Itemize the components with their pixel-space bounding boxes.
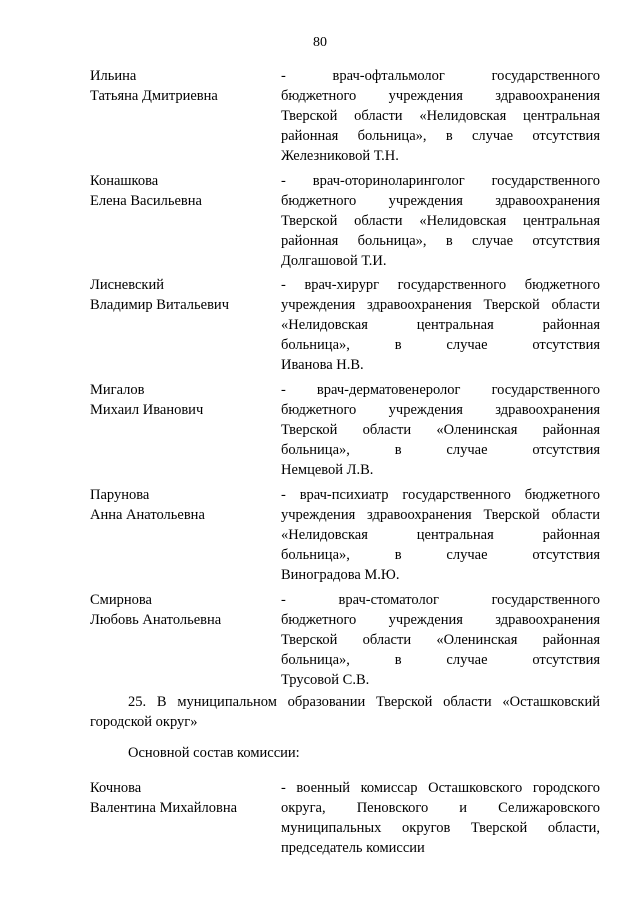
position-line: Тверской области «Оленинская районная [281, 632, 600, 648]
member-position [281, 590, 600, 690]
member-surname: Ильина [90, 68, 137, 84]
member-name [90, 778, 280, 818]
member-given-names: Татьяна Дмитриевна [90, 88, 218, 104]
member-position [281, 171, 600, 271]
position-line: председатель комиссии [281, 840, 425, 856]
position-line: - военный комиссар Осташковского городского [281, 780, 600, 796]
member-surname: Лисневский [90, 277, 164, 293]
member-name [90, 275, 280, 315]
position-line: бюджетного учреждения здравоохранения [281, 193, 600, 209]
page-number: 80 [313, 35, 327, 50]
position-line: Долгашовой Т.И. [281, 253, 387, 269]
subheading-text: Основной состав комиссии: [128, 745, 300, 761]
position-line: районная больница», в случае отсутствия [281, 233, 600, 249]
member-name [90, 66, 280, 106]
position-line: Иванова Н.В. [281, 357, 364, 373]
member-name [90, 380, 280, 420]
position-line: бюджетного учреждения здравоохранения [281, 402, 600, 418]
section-heading-line: 25. В муниципальном образовании Тверской области «Осташковский [128, 694, 600, 710]
position-line: Немцевой Л.В. [281, 462, 374, 478]
position-line: районная больница», в случае отсутствия [281, 128, 600, 144]
position-line: - врач-офтальмолог государственного [281, 68, 600, 84]
subheading [90, 743, 600, 763]
member-position [281, 380, 600, 480]
position-line: - врач-дерматовенеролог государственного [281, 382, 600, 398]
member-given-names: Владимир Витальевич [90, 297, 229, 313]
member-name [90, 590, 280, 630]
position-line: учреждения здравоохранения Тверской области [281, 507, 600, 523]
position-line: Трусовой С.В. [281, 672, 370, 688]
section-heading-line: городской округ» [90, 714, 198, 730]
position-line: больница», в случае отсутствия [281, 337, 600, 353]
position-line: больница», в случае отсутствия [281, 547, 600, 563]
position-line: «Нелидовская центральная районная [281, 527, 600, 543]
position-line: бюджетного учреждения здравоохранения [281, 88, 600, 104]
position-line: - врач-стоматолог государственного [281, 592, 600, 608]
position-line: «Нелидовская центральная районная [281, 317, 600, 333]
member-given-names: Валентина Михайловна [90, 800, 238, 816]
position-line: больница», в случае отсутствия [281, 652, 600, 668]
member-given-names: Михаил Иванович [90, 402, 204, 418]
member-surname: Мигалов [90, 382, 145, 398]
position-line: больница», в случае отсутствия [281, 442, 600, 458]
position-line: Тверской области «Нелидовская центральная [281, 213, 600, 229]
position-line: Железниковой Т.Н. [281, 148, 399, 164]
position-line: Тверской области «Нелидовская центральная [281, 108, 600, 124]
section-heading [90, 692, 600, 732]
position-line: округа, Пеновского и Селижаровского [281, 800, 600, 816]
position-line: - врач-психиатр государственного бюджетного [281, 487, 600, 503]
member-name [90, 171, 280, 211]
member-position [281, 485, 600, 585]
position-line: Виноградова М.Ю. [281, 567, 400, 583]
member-position [281, 66, 600, 166]
position-line: учреждения здравоохранения Тверской области [281, 297, 600, 313]
position-line: бюджетного учреждения здравоохранения [281, 612, 600, 628]
position-line: - врач-хирург государственного бюджетного [281, 277, 600, 293]
position-line: муниципальных округов Тверской области, [281, 820, 600, 836]
member-surname: Парунова [90, 487, 150, 503]
member-given-names: Анна Анатольевна [90, 507, 205, 523]
position-line: - врач-оториноларинголог государственного [281, 173, 600, 189]
member-given-names: Любовь Анатольевна [90, 612, 222, 628]
member-surname: Смирнова [90, 592, 152, 608]
member-name [90, 485, 280, 525]
member-position [281, 778, 600, 858]
member-given-names: Елена Васильевна [90, 193, 202, 209]
position-line: Тверской области «Оленинская районная [281, 422, 600, 438]
member-surname: Конашкова [90, 173, 159, 189]
member-position [281, 275, 600, 375]
member-surname: Кочнова [90, 780, 142, 796]
